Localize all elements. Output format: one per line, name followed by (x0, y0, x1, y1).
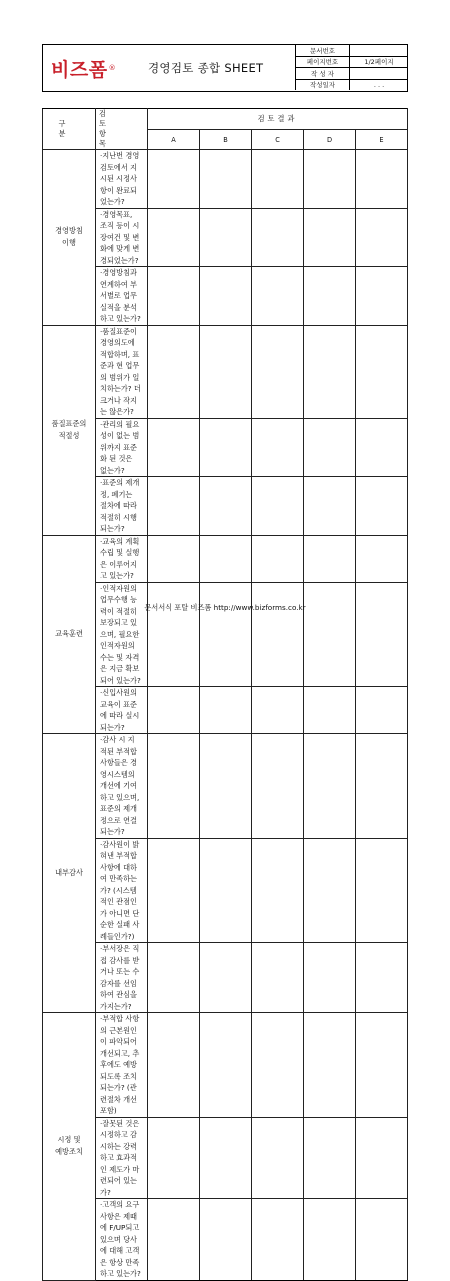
table-row (43, 1117, 408, 1199)
grade-checkbox-b[interactable] (200, 477, 252, 536)
table-row (43, 1013, 408, 1118)
table-row (43, 687, 408, 734)
document-info-row (296, 68, 409, 80)
grade-checkbox-a[interactable] (148, 1117, 200, 1199)
grade-checkbox-a[interactable] (148, 208, 200, 267)
document-info-value[interactable] (350, 45, 409, 56)
grade-checkbox-b[interactable] (200, 535, 252, 582)
review-item-column-header: 검 토 항 목 (96, 109, 148, 150)
review-item-cell: ·지난번 경영검토에서 지시된 시정사항이 완료되었는가? (96, 150, 148, 209)
grade-checkbox-a[interactable] (148, 150, 200, 209)
grade-checkbox-c[interactable] (252, 1117, 304, 1199)
document-info-value[interactable] (350, 68, 409, 80)
grade-checkbox-e[interactable] (356, 267, 408, 326)
grade-checkbox-e[interactable] (356, 477, 408, 536)
category-cell: 시정 및 예방조치 (43, 1013, 96, 1281)
grade-checkbox-d[interactable] (304, 150, 356, 209)
grade-header-e: E (356, 130, 408, 150)
grade-checkbox-b[interactable] (200, 150, 252, 209)
grade-checkbox-c[interactable] (252, 582, 304, 687)
grade-checkbox-e[interactable] (356, 325, 408, 418)
grade-checkbox-a[interactable] (148, 418, 200, 477)
review-item-cell: ·인적자원의 업무수행 능력이 적절히 보장되고 있으며, 필요한 인적자원의 수는 및 자격은 지금 확보되어 있는가? (96, 582, 148, 687)
grade-checkbox-e[interactable] (356, 418, 408, 477)
grade-checkbox-b[interactable] (200, 687, 252, 734)
review-item-cell: ·감사원이 밝혀낸 부적합 사항에 대하여 만족하는가? (시스템적인 관점인가 아니면 단순한 실패 사례들인가?) (96, 838, 148, 943)
table-row (43, 477, 408, 536)
table-row (43, 267, 408, 326)
grade-checkbox-d[interactable] (304, 838, 356, 943)
grade-checkbox-c[interactable] (252, 734, 304, 839)
grade-header-b: B (200, 130, 252, 150)
table-row (43, 418, 408, 477)
grade-header-d: D (304, 130, 356, 150)
table-row (43, 734, 408, 839)
grade-checkbox-a[interactable] (148, 535, 200, 582)
grade-checkbox-c[interactable] (252, 1013, 304, 1118)
grade-checkbox-d[interactable] (304, 1013, 356, 1118)
review-item-cell: ·부적합 사항의 근본원인이 파악되어 개선되고, 추후에도 예방되도록 조치되는가? (관련절차 개선포함) (96, 1013, 148, 1118)
table-row (43, 535, 408, 582)
table-row (43, 325, 408, 418)
review-item-cell: ·감사 시 지적된 부적합 사항들은 경영시스템의 개선에 기여하고 있으며, 표준의 제개정으로 연결되는가? (96, 734, 148, 839)
category-cell: 경영방침 이행 (43, 150, 96, 326)
grade-checkbox-e[interactable] (356, 687, 408, 734)
grade-checkbox-c[interactable] (252, 267, 304, 326)
document-info-row (296, 79, 409, 90)
grade-checkbox-a[interactable] (148, 477, 200, 536)
grade-checkbox-b[interactable] (200, 418, 252, 477)
grade-checkbox-b[interactable] (200, 943, 252, 1013)
table-row (43, 208, 408, 267)
grade-checkbox-d[interactable] (304, 208, 356, 267)
grade-checkbox-b[interactable] (200, 838, 252, 943)
category-cell: 품질표준의 적절성 (43, 325, 96, 535)
grade-checkbox-a[interactable] (148, 838, 200, 943)
grade-checkbox-e[interactable] (356, 1117, 408, 1199)
grade-header-c: C (252, 130, 304, 150)
grade-checkbox-c[interactable] (252, 1199, 304, 1281)
table-row (43, 1199, 408, 1281)
review-item-cell: ·잘못된 것은 시정하고 감시하는 강력하고 효과적인 제도가 마련되어 있는가? (96, 1117, 148, 1199)
review-item-cell: ·신입사원의 교육이 표준에 따라 실시되는가? (96, 687, 148, 734)
grade-checkbox-b[interactable] (200, 1199, 252, 1281)
grade-checkbox-b[interactable] (200, 267, 252, 326)
grade-checkbox-d[interactable] (304, 535, 356, 582)
review-item-cell: ·품질표준이 경영의도에 적합하며, 표준과 현 업무의 범위가 일치하는가? 더 크거나 작지는 않은가? (96, 325, 148, 418)
category-cell: 교육훈련 (43, 535, 96, 734)
table-row (43, 150, 408, 209)
grade-checkbox-d[interactable] (304, 943, 356, 1013)
document-info-label: 문서번호 (296, 45, 350, 56)
review-result-column-header: 검토결과 (148, 109, 408, 130)
grade-checkbox-a[interactable] (148, 582, 200, 687)
grade-checkbox-a[interactable] (148, 325, 200, 418)
grade-checkbox-c[interactable] (252, 150, 304, 209)
review-item-cell: ·경영목표, 조직 등이 시장여건 및 변화에 맞게 변경되었는가? (96, 208, 148, 267)
document-header (42, 44, 408, 92)
grade-checkbox-e[interactable] (356, 150, 408, 209)
grade-checkbox-d[interactable] (304, 734, 356, 839)
table-row (43, 838, 408, 943)
grade-checkbox-a[interactable] (148, 1013, 200, 1118)
table-row (43, 943, 408, 1013)
grade-checkbox-e[interactable] (356, 1199, 408, 1281)
grade-checkbox-c[interactable] (252, 687, 304, 734)
grade-checkbox-c[interactable] (252, 208, 304, 267)
document-info-row (296, 45, 409, 56)
grade-checkbox-a[interactable] (148, 943, 200, 1013)
review-item-cell: ·표준의 제개정, 폐기는 절차에 따라 적절히 시행되는가? (96, 477, 148, 536)
document-info-value[interactable]: . . . (350, 79, 409, 90)
grade-checkbox-c[interactable] (252, 477, 304, 536)
grade-checkbox-d[interactable] (304, 477, 356, 536)
grade-checkbox-a[interactable] (148, 734, 200, 839)
review-sheet-table (42, 108, 408, 1281)
review-item-cell: ·부서장은 직접 감사를 받거나 또는 수감자를 선임하여 관심을 가지는가? (96, 943, 148, 1013)
grade-header-a: A (148, 130, 200, 150)
grade-checkbox-b[interactable] (200, 1013, 252, 1118)
review-item-cell: ·관리의 필요성이 없는 범위까지 표준화 된 것은 없는가? (96, 418, 148, 477)
grade-checkbox-a[interactable] (148, 1199, 200, 1281)
grade-checkbox-e[interactable] (356, 582, 408, 687)
grade-checkbox-d[interactable] (304, 582, 356, 687)
grade-checkbox-e[interactable] (356, 208, 408, 267)
grade-checkbox-b[interactable] (200, 325, 252, 418)
document-info-label: 페이지번호 (296, 56, 350, 68)
registered-mark-icon: ® (108, 64, 116, 72)
grade-checkbox-c[interactable] (252, 535, 304, 582)
grade-checkbox-e[interactable] (356, 1013, 408, 1118)
grade-checkbox-c[interactable] (252, 943, 304, 1013)
logo-text: 비즈폼 (51, 58, 108, 81)
grade-checkbox-d[interactable] (304, 1117, 356, 1199)
document-info-label: 작성일자 (296, 79, 350, 90)
grade-checkbox-c[interactable] (252, 325, 304, 418)
review-item-cell: ·경영방침과 연계하여 부서별로 업무 실적을 분석하고 있는가? (96, 267, 148, 326)
table-row (43, 582, 408, 687)
grade-checkbox-e[interactable] (356, 535, 408, 582)
grade-checkbox-b[interactable] (200, 582, 252, 687)
grade-checkbox-e[interactable] (356, 838, 408, 943)
grade-checkbox-b[interactable] (200, 208, 252, 267)
grade-checkbox-c[interactable] (252, 838, 304, 943)
grade-checkbox-a[interactable] (148, 267, 200, 326)
company-logo (51, 51, 133, 85)
grade-checkbox-d[interactable] (304, 687, 356, 734)
review-item-cell: ·교육의 계획수립 및 실행은 이루어지고 있는가? (96, 535, 148, 582)
grade-checkbox-d[interactable] (304, 267, 356, 326)
grade-checkbox-e[interactable] (356, 734, 408, 839)
grade-checkbox-d[interactable] (304, 1199, 356, 1281)
grade-checkbox-d[interactable] (304, 418, 356, 477)
category-cell: 내부감사 (43, 734, 96, 1013)
document-info-label: 작 성 자 (296, 68, 350, 80)
document-info-row (296, 56, 409, 68)
category-column-header: 구 분 (43, 109, 96, 150)
review-item-cell: ·고객의 요구사항은 제때에 F/UP되고 있으며 당사에 대해 고객은 항상 만족하고 있는가? (96, 1199, 148, 1281)
grade-checkbox-c[interactable] (252, 418, 304, 477)
grade-checkbox-d[interactable] (304, 325, 356, 418)
grade-checkbox-a[interactable] (148, 687, 200, 734)
document-info-value[interactable]: 1/2페이지 (350, 56, 409, 68)
page-footer: 문서서식 포탈 비즈폼 http://www.bizforms.co.kr (144, 603, 306, 612)
document-info-table (295, 45, 408, 90)
document-title: 경영검토 종합 SHEET (148, 61, 264, 75)
grade-checkbox-b[interactable] (200, 1117, 252, 1199)
grade-checkbox-e[interactable] (356, 943, 408, 1013)
grade-checkbox-b[interactable] (200, 734, 252, 839)
